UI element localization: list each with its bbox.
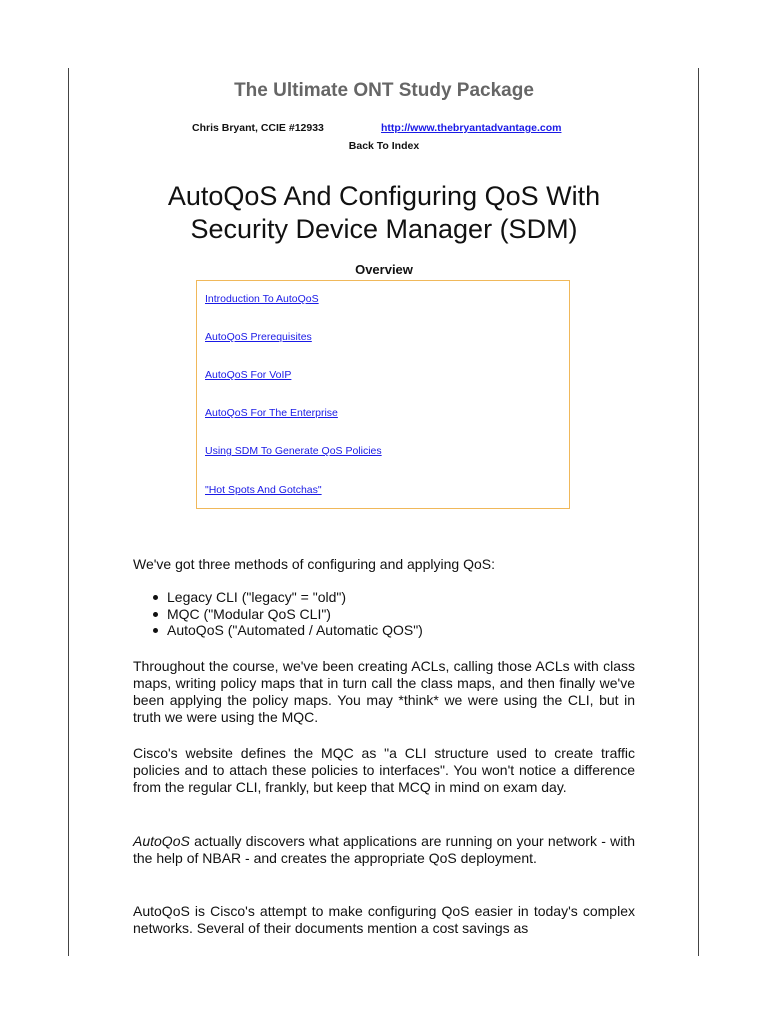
toc-link-enterprise[interactable]: AutoQoS For The Enterprise xyxy=(205,407,338,419)
toc-link-sdm-policies[interactable]: Using SDM To Generate QoS Policies xyxy=(205,445,382,457)
overview-toc-box xyxy=(196,280,570,509)
list-item: MQC ("Modular QoS CLI") xyxy=(151,606,423,623)
paragraph-autoqos-purpose: AutoQoS is Cisco's attempt to make configuring QoS easier in today's complex networks. Several of their documents mention a cost savings as xyxy=(133,903,635,936)
paragraph-mqc-definition: Cisco's website defines the MQC as "a CLI structure used to create traffic policies and to attach these policies to interfaces". You won't notice a difference from the regular CLI, frankly, but keep that MCQ in mind on exam day. xyxy=(133,745,635,795)
paragraph-autoqos-discovery xyxy=(133,833,635,867)
page-title xyxy=(0,180,768,246)
intro-sentence: We've got three methods of configuring and applying QoS: xyxy=(133,556,495,572)
page-title-line-2: Security Device Manager (SDM) xyxy=(190,214,578,244)
website-link[interactable]: http://www.thebryantadvantage.com xyxy=(381,122,562,134)
autoqos-discovery-text: actually discovers what applications are running on your network - with the help of NBAR - and creates the appropriate QoS deployment. xyxy=(133,833,635,866)
toc-link-voip[interactable]: AutoQoS For VoIP xyxy=(205,369,292,381)
back-to-index-link[interactable]: Back To Index xyxy=(348,140,420,152)
overview-heading: Overview xyxy=(355,262,413,277)
list-item: Legacy CLI ("legacy" = "old") xyxy=(151,589,423,606)
list-item: AutoQoS ("Automated / Automatic QOS") xyxy=(151,622,423,639)
qos-methods-list xyxy=(151,589,423,639)
site-title: The Ultimate ONT Study Package xyxy=(234,80,534,101)
paragraph-mqc-usage: Throughout the course, we've been creating ACLs, calling those ACLs with class maps, writing policy maps that in turn call the class maps, and then finally we've been applying the policy maps. You may *think* we were using the CLI, but in truth we were using the MQC. xyxy=(133,658,635,725)
author-credit: Chris Bryant, CCIE #12933 xyxy=(192,122,324,134)
toc-link-prerequisites[interactable]: AutoQoS Prerequisites xyxy=(205,331,312,343)
autoqos-term: AutoQoS xyxy=(133,833,190,849)
toc-link-introduction[interactable]: Introduction To AutoQoS xyxy=(205,293,319,305)
toc-link-hot-spots[interactable]: "Hot Spots And Gotchas" xyxy=(205,484,322,496)
page-title-line-1: AutoQoS And Configuring QoS With xyxy=(167,181,601,211)
